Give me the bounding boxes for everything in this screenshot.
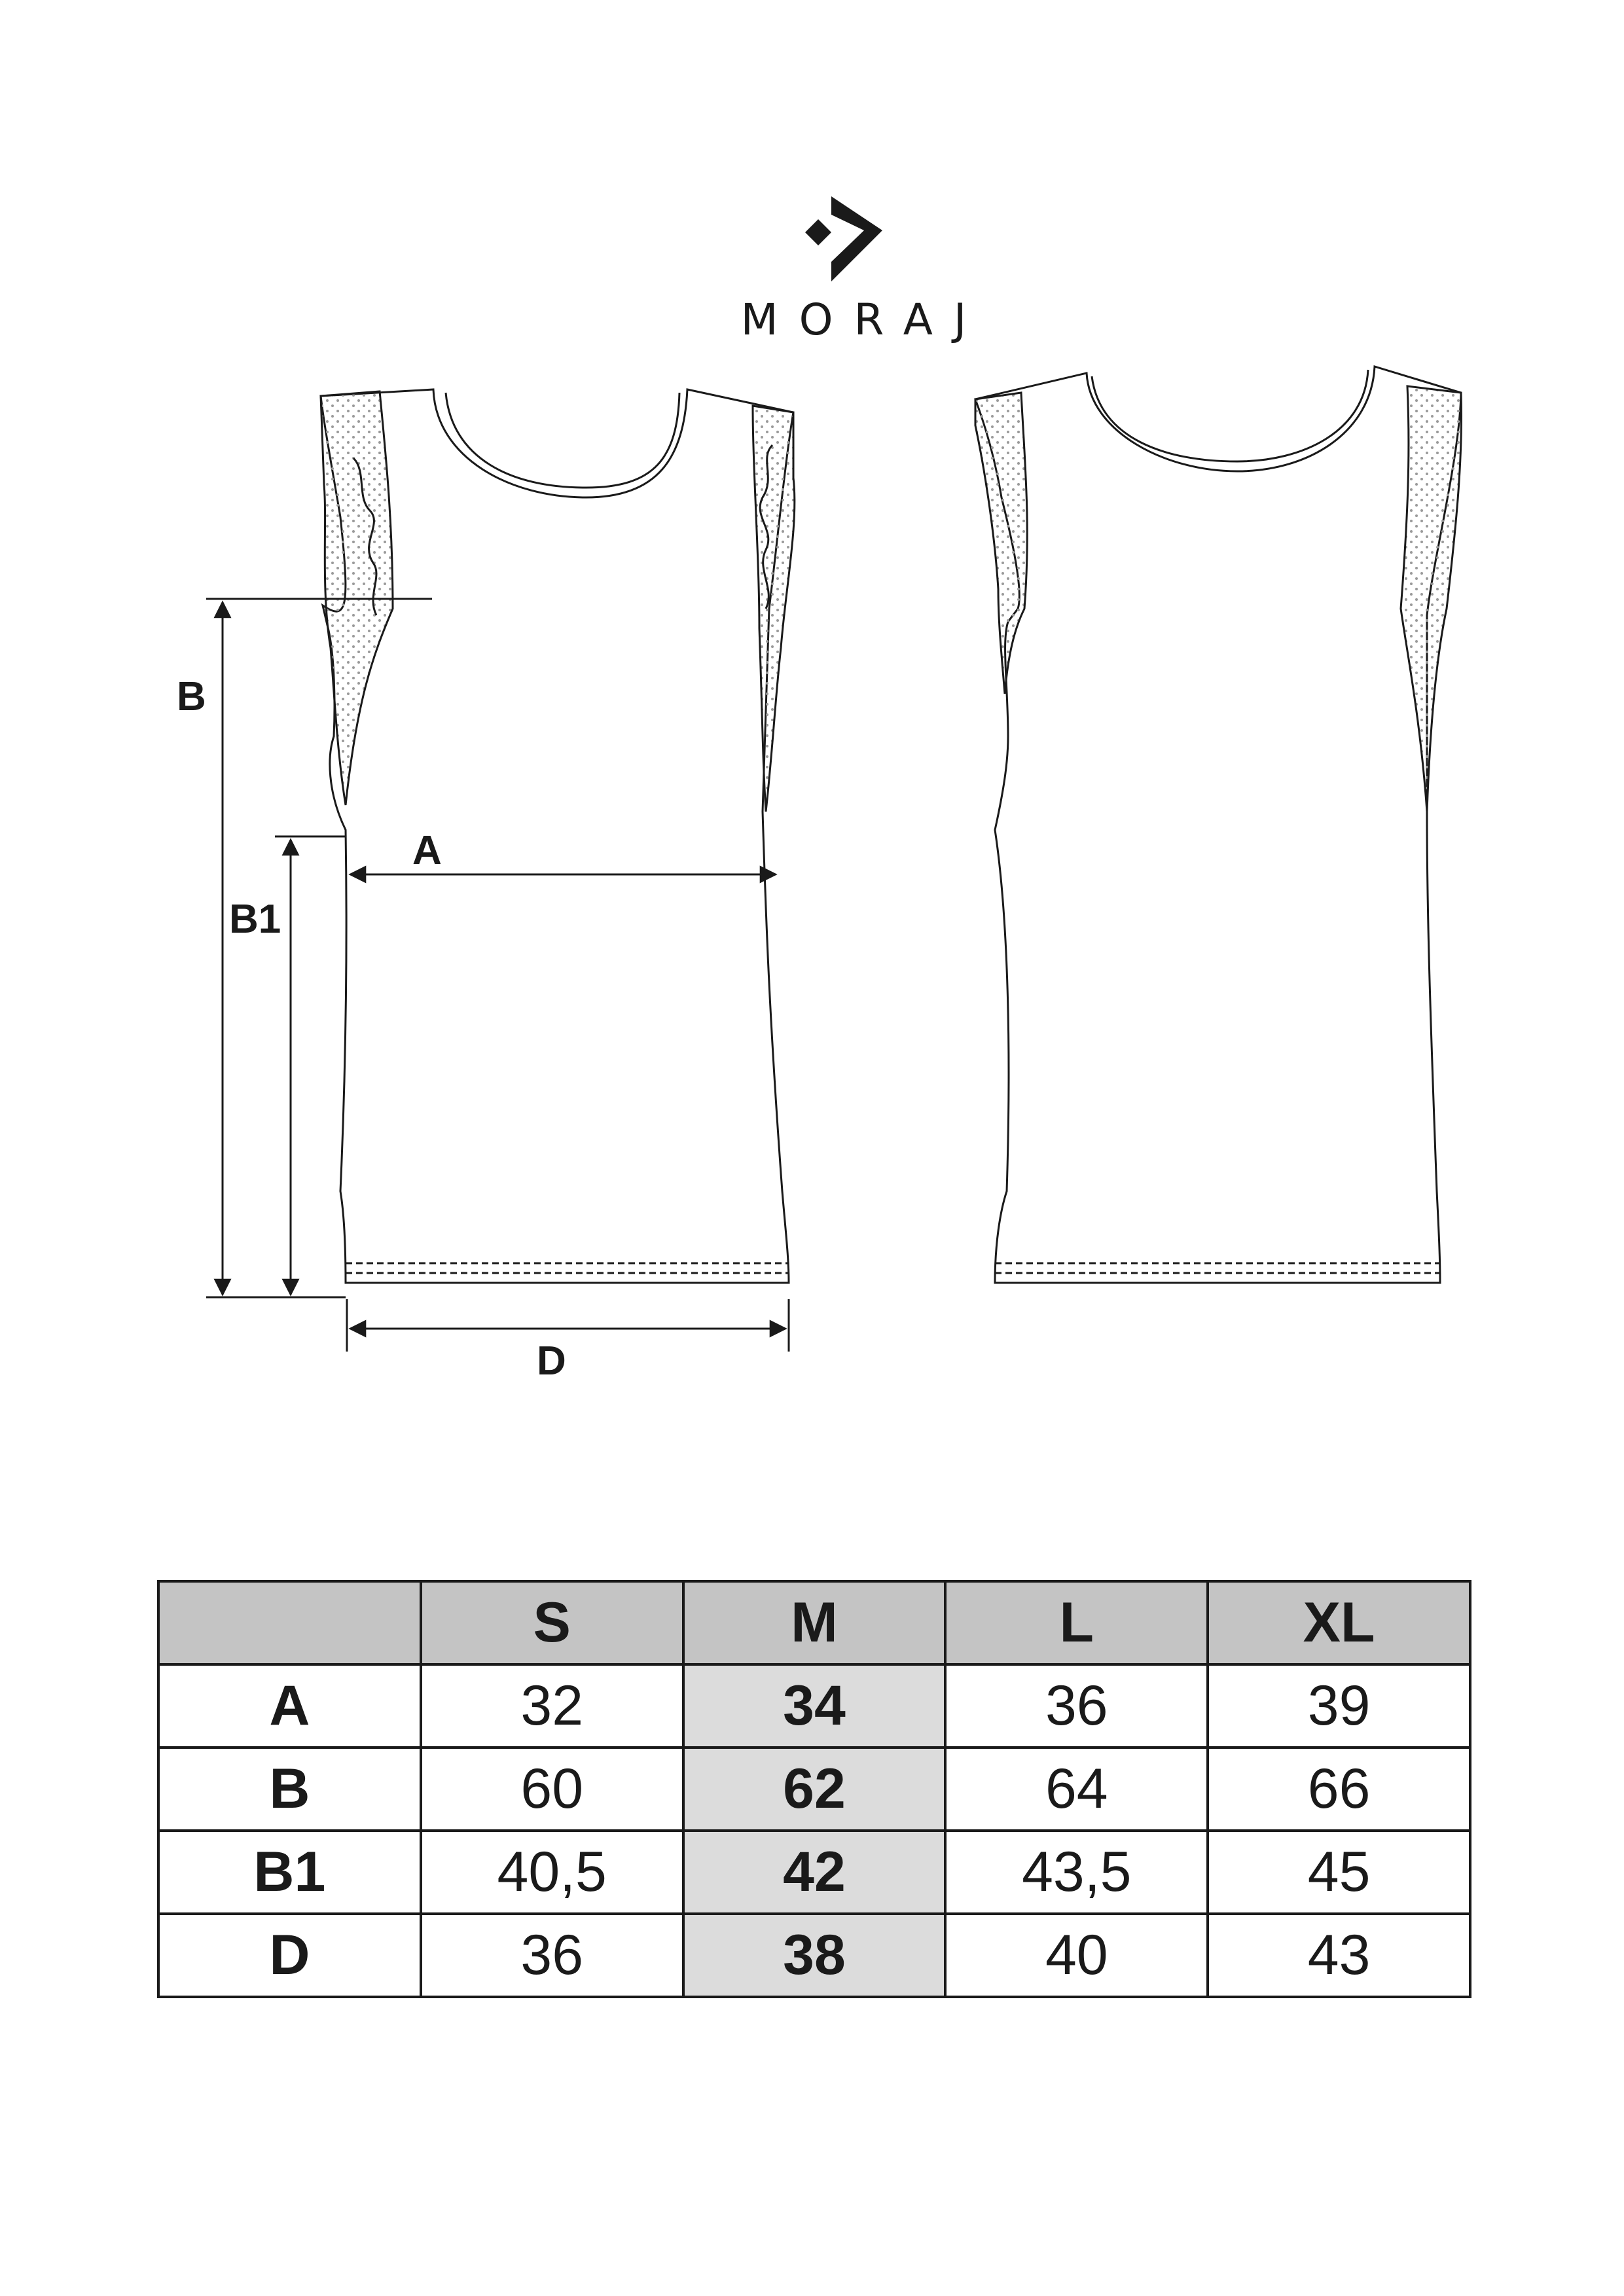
table-cell: 36 — [421, 1914, 683, 1997]
label-b1: B1 — [229, 897, 281, 942]
label-b: B — [177, 674, 206, 719]
row-label: D — [158, 1914, 421, 1997]
header-cell-empty — [158, 1581, 421, 1664]
header-cell-s: S — [421, 1581, 683, 1664]
front-body-outline — [321, 389, 793, 1283]
table-cell-highlight: 38 — [683, 1914, 946, 1997]
back-body-outline — [975, 367, 1461, 1283]
front-right-ruffle — [753, 406, 795, 812]
front-view — [321, 389, 795, 1283]
table-cell: 43 — [1208, 1914, 1470, 1997]
table-cell: 40,5 — [421, 1831, 683, 1914]
table-cell-highlight: 62 — [683, 1748, 946, 1831]
table-cell: 43,5 — [945, 1831, 1208, 1914]
front-neckline — [446, 393, 679, 488]
size-table — [157, 1580, 1471, 1998]
header-cell-m: M — [683, 1581, 946, 1664]
table-cell-highlight: 34 — [683, 1664, 946, 1748]
row-label: B1 — [158, 1831, 421, 1914]
table-row — [158, 1664, 1470, 1748]
header-cell-l: L — [945, 1581, 1208, 1664]
table-cell: 40 — [945, 1914, 1208, 1997]
back-right-ruffle — [1401, 386, 1462, 812]
table-row — [158, 1831, 1470, 1914]
table-row — [158, 1748, 1470, 1831]
table-cell: 39 — [1208, 1664, 1470, 1748]
table-header-row — [158, 1581, 1470, 1664]
back-view — [975, 367, 1462, 1283]
label-a: A — [412, 828, 442, 873]
table-cell: 32 — [421, 1664, 683, 1748]
header-cell-xl: XL — [1208, 1581, 1470, 1664]
table-cell: 64 — [945, 1748, 1208, 1831]
table-cell-highlight: 42 — [683, 1831, 946, 1914]
table-cell: 60 — [421, 1748, 683, 1831]
brand-name: MORAJ — [740, 295, 988, 345]
row-label: A — [158, 1664, 421, 1748]
table-cell: 66 — [1208, 1748, 1470, 1831]
row-label: B — [158, 1748, 421, 1831]
table-row — [158, 1914, 1470, 1997]
label-d: D — [537, 1338, 566, 1384]
table-cell: 45 — [1208, 1831, 1470, 1914]
table-cell: 36 — [945, 1664, 1208, 1748]
back-left-ruffle — [975, 393, 1027, 694]
